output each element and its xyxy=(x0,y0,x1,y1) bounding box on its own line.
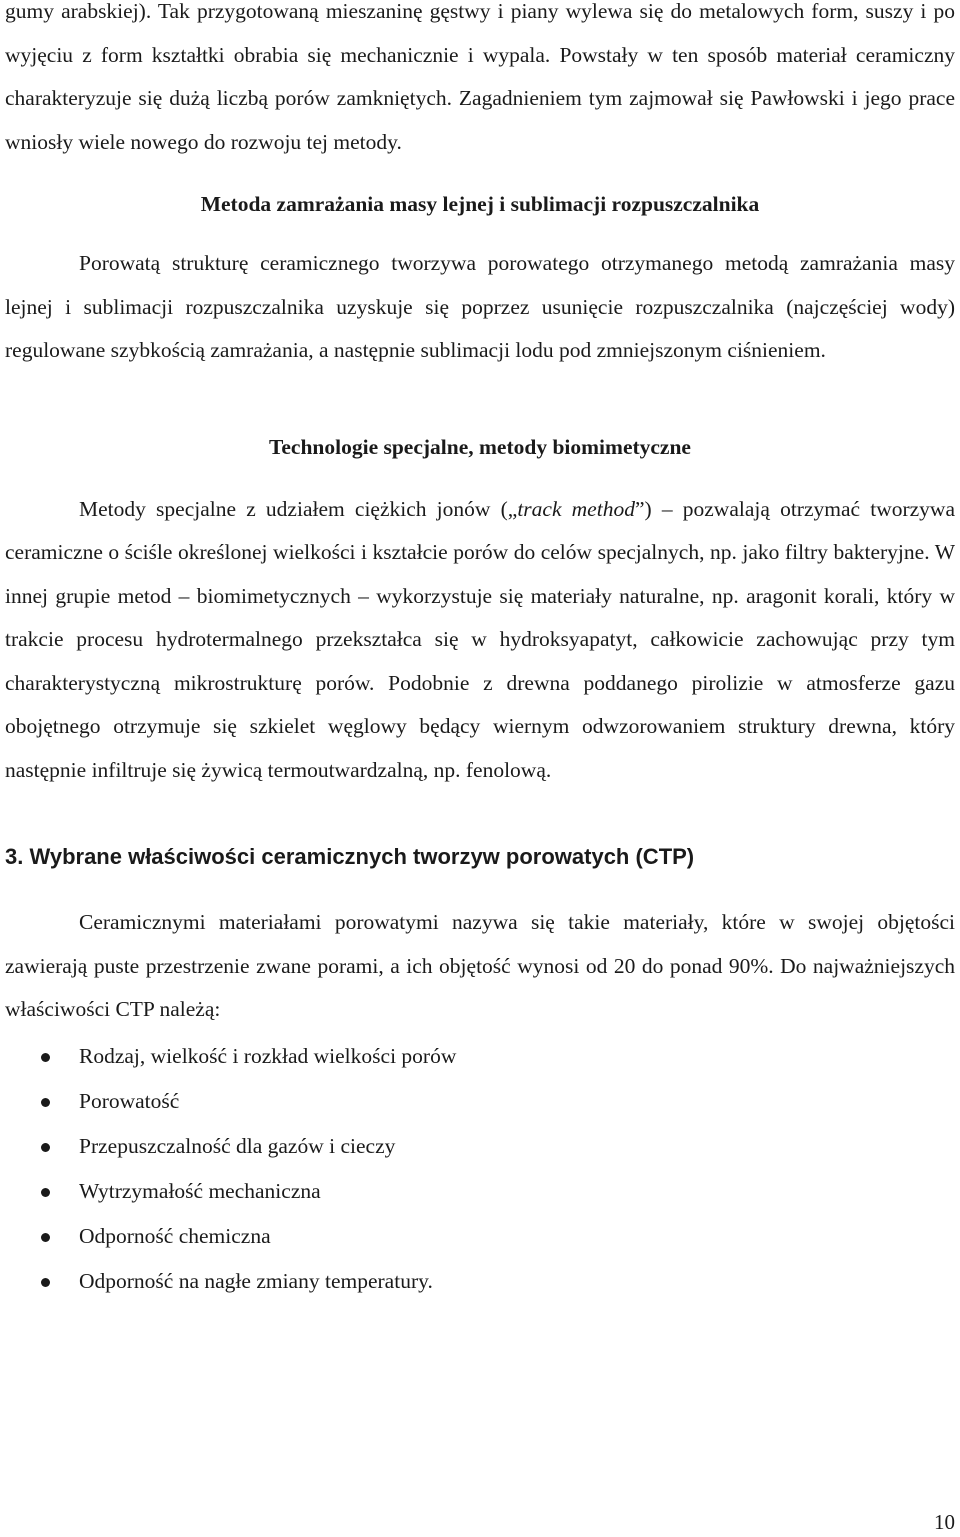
list-item: Odporność na nagłe zmiany temperatury. xyxy=(5,1259,955,1304)
list-item: Odporność chemiczna xyxy=(5,1214,955,1259)
special-methods-paragraph xyxy=(5,488,955,793)
properties-list xyxy=(5,1034,955,1304)
freeze-method-heading: Metoda zamrażania masy lejnej i sublimacji rozpuszczalnika xyxy=(200,192,760,216)
special-text-before: Metody specjalne z udziałem ciężkich jonów („ xyxy=(79,496,518,521)
bullet-icon xyxy=(41,1053,50,1062)
list-item: Wytrzymałość mechaniczna xyxy=(5,1169,955,1214)
document-page xyxy=(5,0,955,1304)
bullet-icon xyxy=(41,1278,50,1287)
intro-paragraph: gumy arabskiej). Tak przygotowaną mieszaninę gęstwy i piany wylewa się do metalowych form, suszy i po wyjęciu z form kształtki obrabia się mechanicznie i wypala. Powstały w ten sposób materiał ceramiczny charakteryzuje się dużą liczbą porów zamkniętych. Zagadnieniem tym zajmował się Pawłowski i jego prace wniosły wiele nowego do rozwoju tej metody. xyxy=(5,0,955,154)
list-item: Porowatość xyxy=(5,1079,955,1124)
track-method-term: track method xyxy=(517,496,635,521)
bullet-icon xyxy=(41,1233,50,1242)
freeze-method-paragraph: Porowatą strukturę ceramicznego tworzywa porowatego otrzymanego metodą zamrażania masy lejnej i sublimacji rozpuszczalnika uzyskuje się poprzez usunięcie rozpuszczalnika (najczęściej wody) regulowane szybkością zamrażania, a następnie sublimacji lodu pod zmniejszonym ciśnieniem. xyxy=(5,251,955,362)
section-3-heading: 3. Wybrane właściwości ceramicznych tworzyw porowatych (CTP) xyxy=(5,844,695,869)
special-methods-heading: Technologie specjalne, metody biomimetyczne xyxy=(269,434,691,459)
bullet-icon xyxy=(41,1188,50,1197)
page-number: 10 xyxy=(934,1510,955,1534)
bullet-icon xyxy=(41,1098,50,1107)
special-text-after: ”) – pozwalają otrzymać tworzywa ceramiczne o ściśle określonej wielkości i kształcie porów do celów specjalnych, np. jako filtry bakteryjne. W innej grupie metod – biomimetycznych – wykorzystuje się materiały naturalne, np. aragonit korali, który w trakcie procesu hydrotermalnego przekształca się w hydroksyapatyt, całkowicie zachowując przy tym charakterystyczną mikrostrukturę porów. Podobnie z drewna poddanego pirolizie w atmosferze gazu obojętnego otrzymuje się szkielet węglowy będący wiernym odwzorowaniem struktury drewna, który następnie infiltruje się żywicą termoutwardzalną, np. fenolową. xyxy=(5,496,955,782)
list-item: Przepuszczalność dla gazów i cieczy xyxy=(5,1124,955,1169)
bullet-icon xyxy=(41,1143,50,1152)
section-3-paragraph: Ceramicznymi materiałami porowatymi nazywa się takie materiały, które w swojej objętości zawierają puste przestrzenie zwane porami, a ich objętość wynosi od 20 do ponad 90%. Do najważniejszych właściwości CTP należą: xyxy=(5,910,955,1021)
list-item: Rodzaj, wielkość i rozkład wielkości porów xyxy=(5,1034,955,1079)
